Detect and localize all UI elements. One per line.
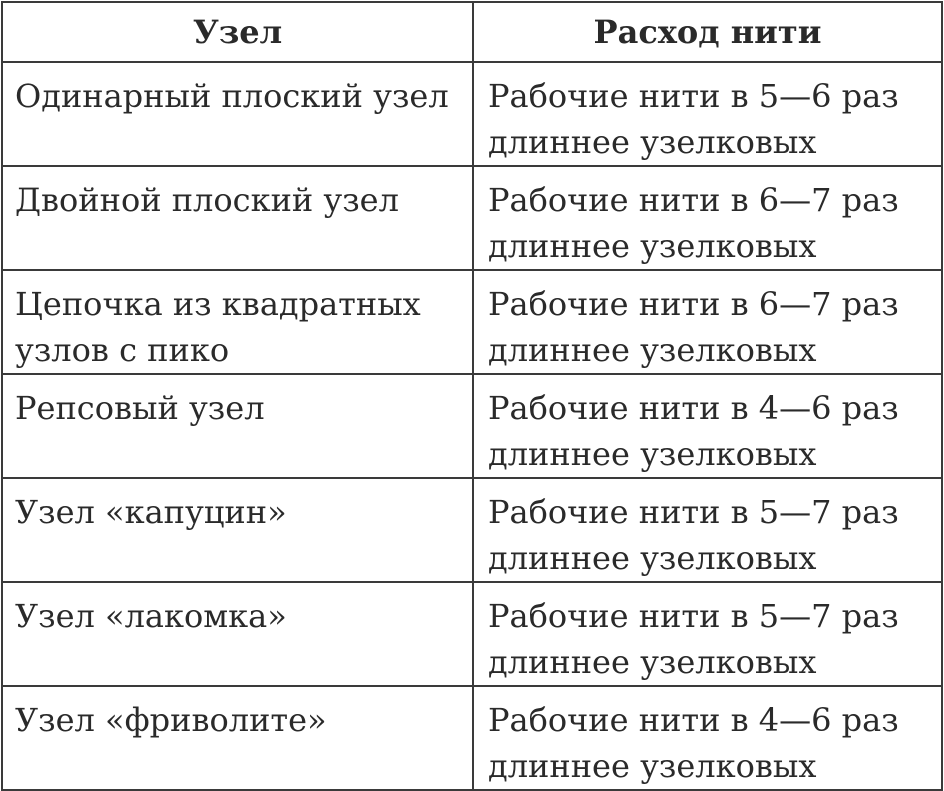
table-row (2, 686, 942, 790)
knot-name: Цепочка из квадратных узлов с пико (15, 285, 421, 369)
consumption-text: Рабочие нити в 6—7 раз длиннее узелковых (488, 285, 899, 369)
knot-cell (2, 166, 473, 270)
header-thread-consumption: Расход нити (473, 2, 942, 62)
consumption-cell (473, 166, 942, 270)
consumption-text: Рабочие нити в 6—7 раз длиннее узелковых (488, 181, 899, 265)
knot-name: Узел «лакомка» (15, 597, 287, 635)
table-header (2, 2, 942, 62)
knot-cell (2, 270, 473, 374)
knot-cell (2, 582, 473, 686)
knot-name: Одинарный плоский узел (15, 77, 449, 115)
knot-name: Двойной плоский узел (15, 181, 399, 219)
knot-cell (2, 686, 473, 790)
consumption-text: Рабочие нити в 4—6 раз длиннее узелковых (488, 389, 899, 473)
consumption-text: Рабочие нити в 5—6 раз длиннее узелковых (488, 77, 899, 161)
knot-cell (2, 374, 473, 478)
table-row (2, 166, 942, 270)
table-row (2, 478, 942, 582)
consumption-cell (473, 686, 942, 790)
table-row (2, 374, 942, 478)
knot-cell (2, 62, 473, 166)
knot-name: Узел «фриволите» (15, 701, 327, 739)
consumption-cell (473, 62, 942, 166)
table-row (2, 270, 942, 374)
consumption-text: Рабочие нити в 5—7 раз длиннее узелковых (488, 597, 899, 681)
consumption-cell (473, 374, 942, 478)
consumption-cell (473, 270, 942, 374)
table-row (2, 582, 942, 686)
consumption-cell (473, 582, 942, 686)
table-body (2, 62, 942, 790)
knot-thread-table (1, 1, 943, 791)
header-knot: Узел (2, 2, 473, 62)
knot-cell (2, 478, 473, 582)
header-row (2, 2, 942, 62)
consumption-cell (473, 478, 942, 582)
consumption-text: Рабочие нити в 4—6 раз длиннее узелковых (488, 701, 899, 785)
table-row (2, 62, 942, 166)
knot-name: Узел «капуцин» (15, 493, 287, 531)
consumption-text: Рабочие нити в 5—7 раз длиннее узелковых (488, 493, 899, 577)
knot-name: Репсовый узел (15, 389, 265, 427)
